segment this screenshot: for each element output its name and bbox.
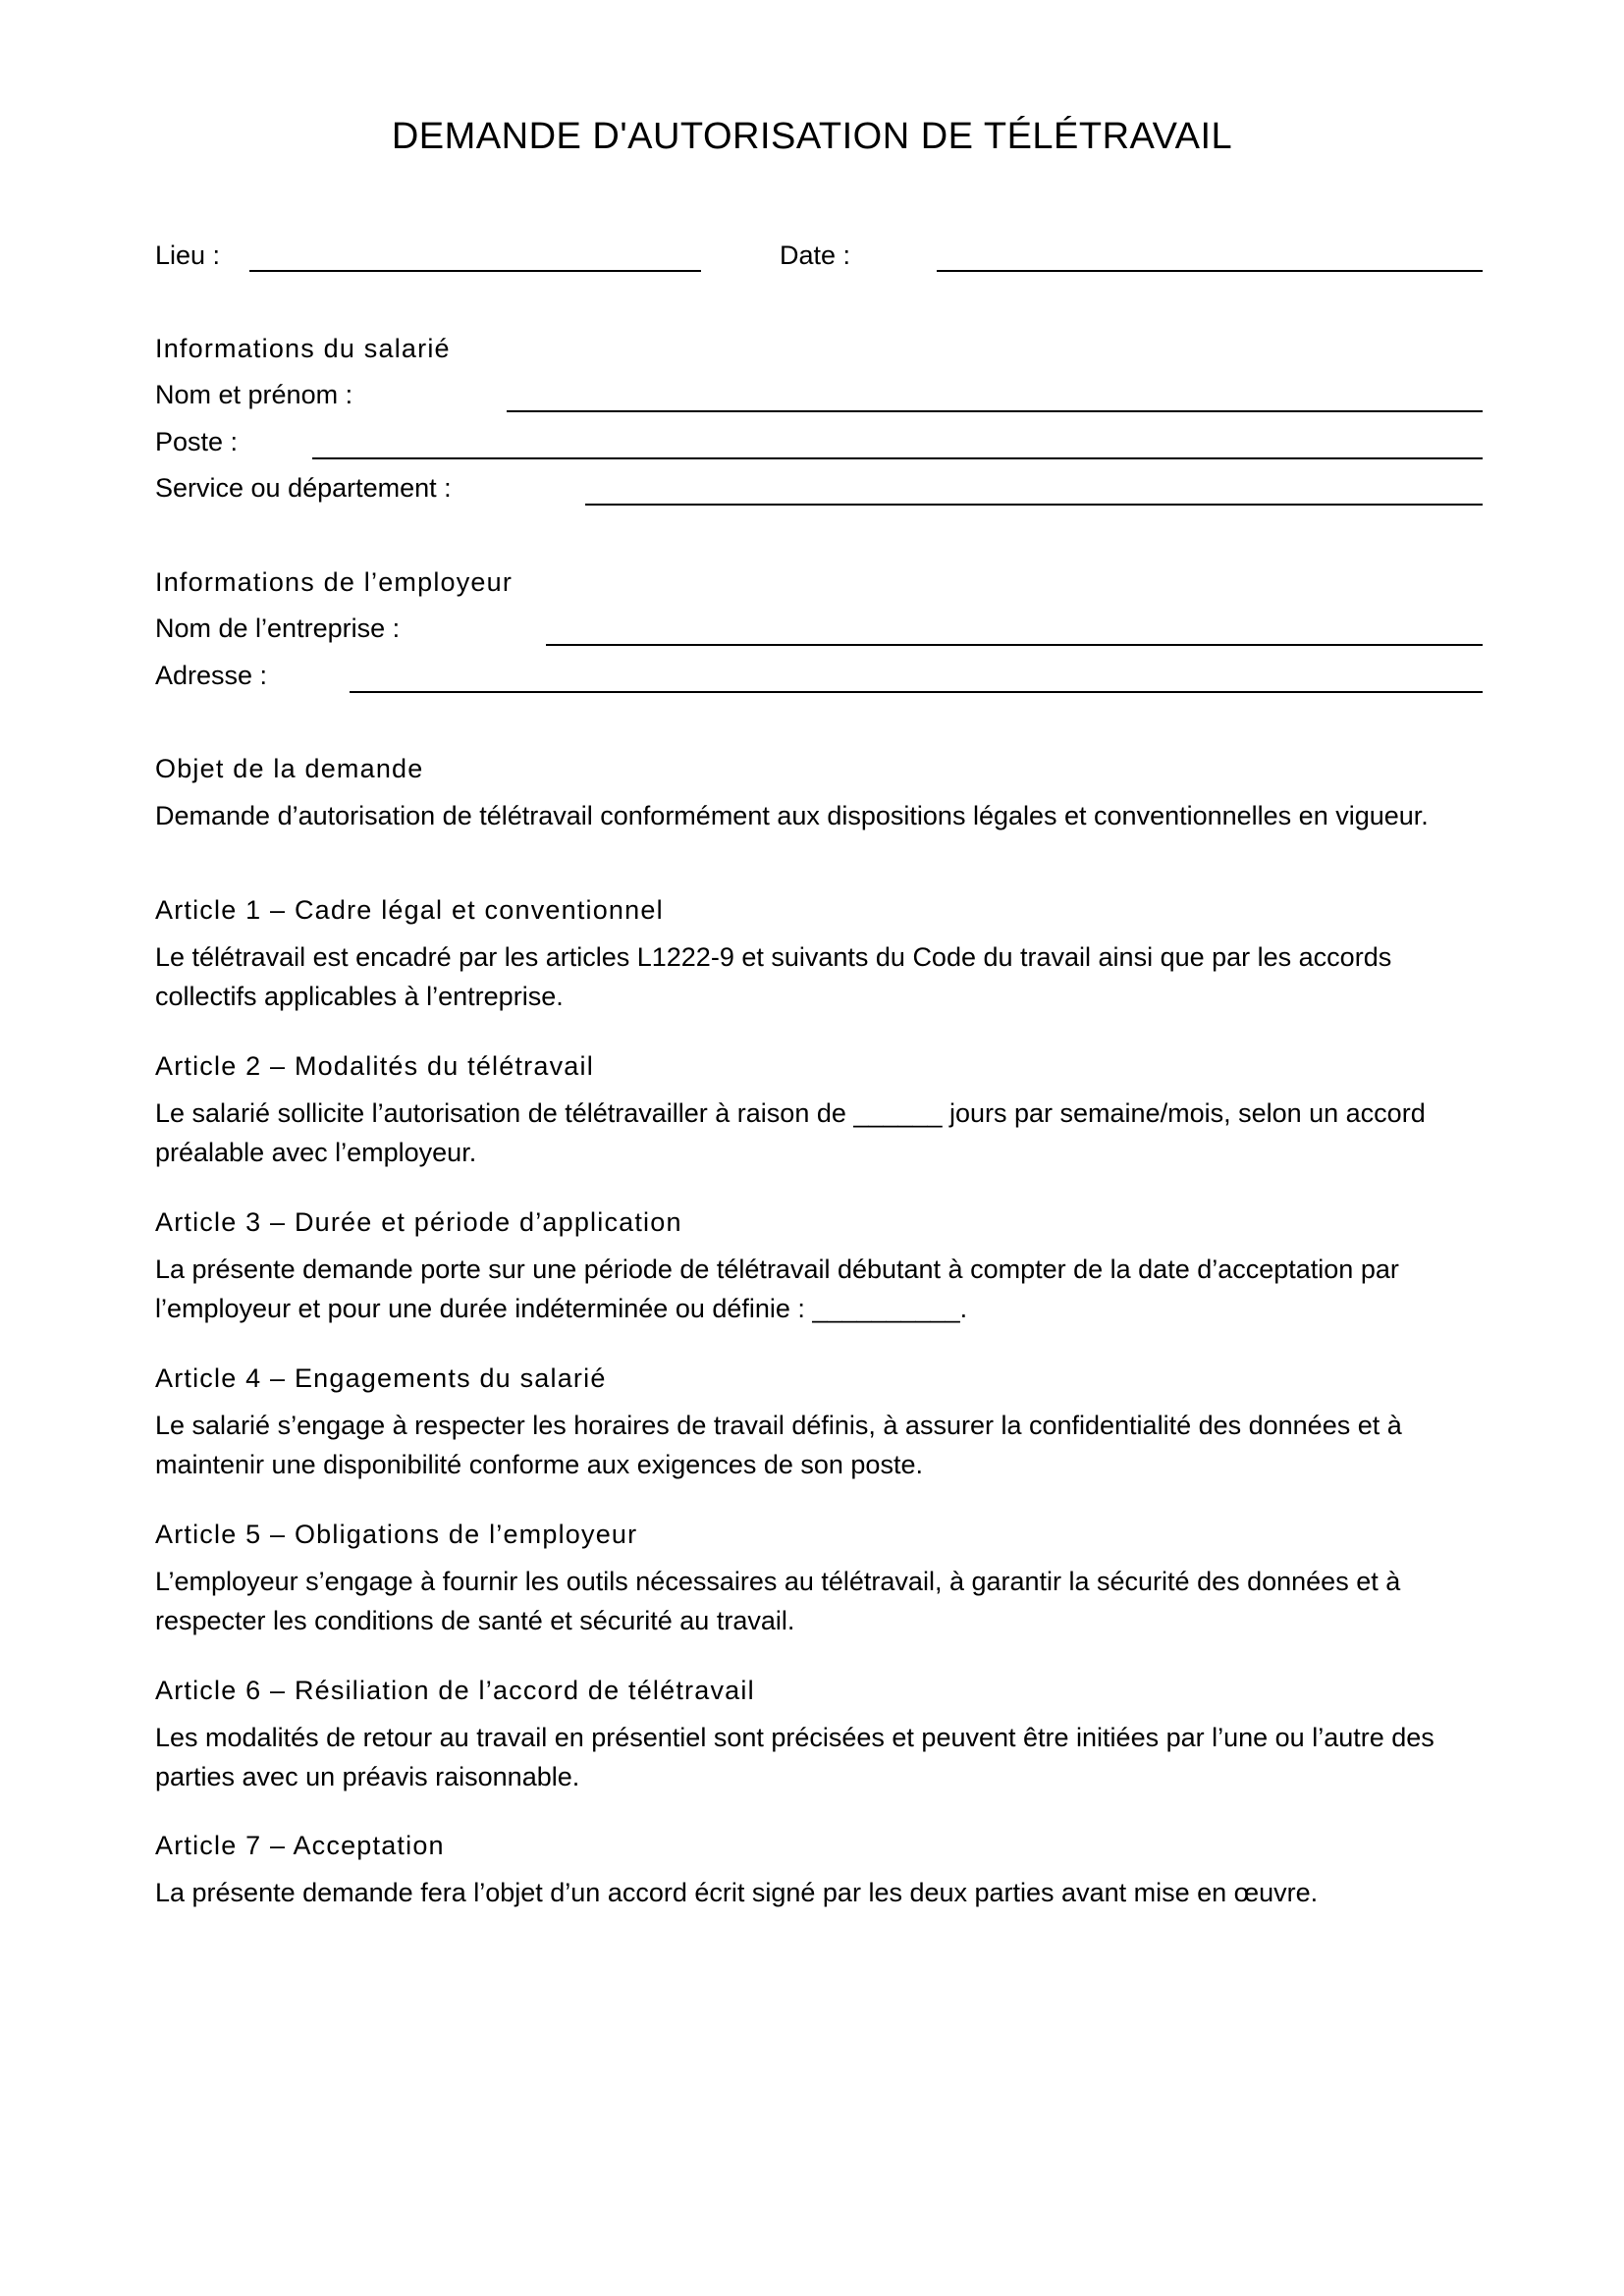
article-7-text: La présente demande fera l’objet d’un accord écrit signé par les deux parties avant mise en œuvre. — [155, 1878, 1319, 1907]
place-label: Lieu : — [155, 240, 221, 270]
article-6-heading: Article 6 – Résiliation de l’accord de télétravail — [155, 1676, 755, 1705]
article-1-heading: Article 1 – Cadre légal et conventionnel — [155, 895, 664, 925]
employee-department-label: Service ou département : — [155, 473, 452, 503]
article-1-text: Le télétravail est encadré par les articles L1222-9 et suivants du Code du travail ainsi que par les accords collectifs applicables à l’entreprise. — [155, 942, 1392, 1011]
date-field-line[interactable] — [937, 270, 1483, 272]
employee-position-label: Poste : — [155, 427, 239, 456]
employee-section-heading: Informations du salarié — [155, 334, 451, 363]
employee-name-field-line[interactable] — [507, 410, 1483, 412]
article-4-text: Le salarié s’engage à respecter les horaires de travail définis, à assurer la confidentialité des données et à maintenir une disponibilité conforme aux exigences de son poste. — [155, 1411, 1402, 1479]
article-4-heading: Article 4 – Engagements du salarié — [155, 1363, 607, 1393]
employee-department-field-line[interactable] — [585, 504, 1483, 506]
article-5-heading: Article 5 – Obligations de l’employeur — [155, 1520, 638, 1549]
employer-company-field-line[interactable] — [546, 644, 1483, 646]
date-label: Date : — [780, 240, 851, 270]
article-5-text: L’employeur s’engage à fournir les outils nécessaires au télétravail, à garantir la sécurité des données et à respecter les conditions de santé et sécurité au travail. — [155, 1567, 1401, 1635]
subject-text: Demande d’autorisation de télétravail conformément aux dispositions légales et conventionnelles en vigueur. — [155, 801, 1429, 830]
employee-name-label: Nom et prénom : — [155, 380, 353, 409]
employee-position-field-line[interactable] — [312, 457, 1483, 459]
article-3-text: La présente demande porte sur une période de télétravail débutant à compter de la date d’acceptation par l’employeur et pour une durée indéterminée ou définie : __________. — [155, 1255, 1399, 1323]
article-3-heading: Article 3 – Durée et période d’application — [155, 1207, 682, 1237]
employer-address-label: Adresse : — [155, 661, 268, 690]
employer-address-field-line[interactable] — [350, 691, 1483, 693]
article-6-text: Les modalités de retour au travail en présentiel sont précisées et peuvent être initiées par l’une ou l’autre des parties avec un préavis raisonnable. — [155, 1723, 1435, 1791]
employer-company-label: Nom de l’entreprise : — [155, 614, 401, 643]
employer-section-heading: Informations de l’employeur — [155, 567, 514, 597]
subject-heading: Objet de la demande — [155, 754, 424, 783]
document-title: DEMANDE D'AUTORISATION DE TÉLÉTRAVAIL — [391, 116, 1233, 157]
article-2-heading: Article 2 – Modalités du télétravail — [155, 1051, 594, 1081]
place-field-line[interactable] — [249, 270, 701, 272]
article-2-text: Le salarié sollicite l’autorisation de télétravailler à raison de ______ jours par semaine/mois, selon un accord préalable avec l’employeur. — [155, 1098, 1426, 1167]
article-7-heading: Article 7 – Acceptation — [155, 1831, 445, 1860]
